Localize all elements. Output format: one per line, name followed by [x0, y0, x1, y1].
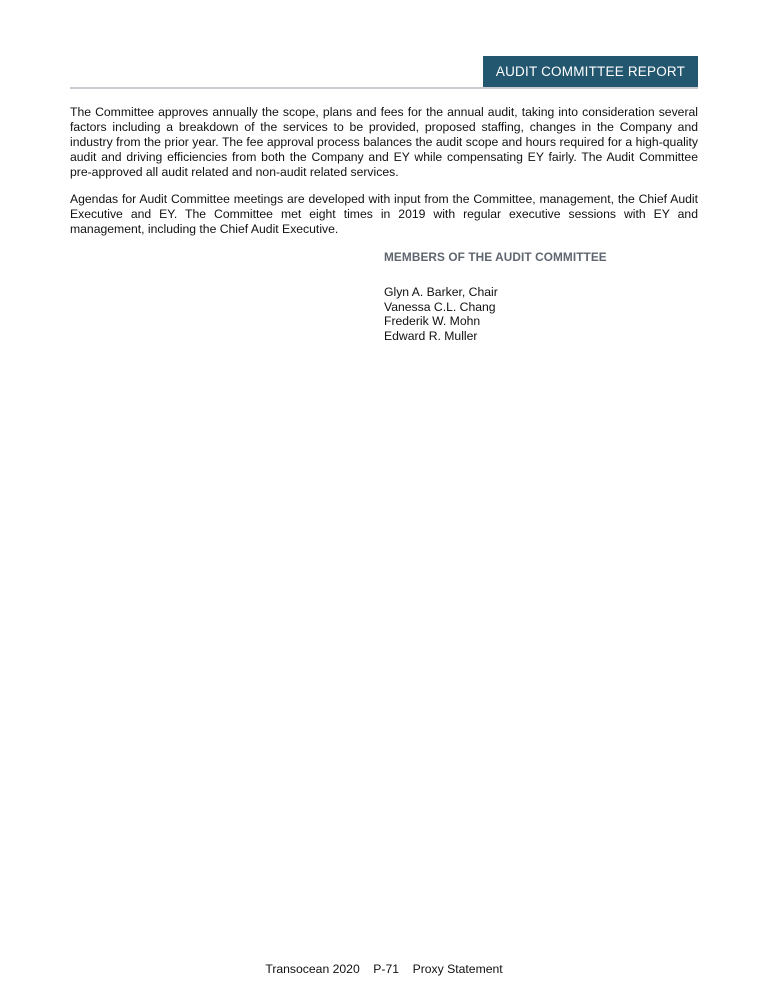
- paragraph-audit-scope: The Committee approves annually the scope, plans and fees for the annual audit, taking into consideration several factors including a breakdown of the services to be provided, proposed staffing, changes in the Company and industry from the prior year. The fee approval process balances the audit scope and hours required for a high-quality audit and driving efficiencies from both the Company and EY while compensating EY fairly. The Audit Committee pre-approved all audit related and non-audit related services.: [70, 105, 698, 179]
- header-divider: [70, 87, 698, 89]
- member-name: Frederik W. Mohn: [384, 314, 481, 328]
- footer-document-name: Proxy Statement: [412, 962, 503, 976]
- members-heading: MEMBERS OF THE AUDIT COMMITTEE: [384, 250, 607, 264]
- page-footer: [0, 962, 768, 977]
- committee-members-block: [384, 250, 698, 343]
- footer-company: Transocean 2020: [265, 962, 360, 976]
- member-name: Vanessa C.L. Chang: [384, 299, 496, 314]
- footer-page-number: P-71: [373, 962, 400, 976]
- section-title-tab: AUDIT COMMITTEE REPORT: [483, 56, 698, 87]
- paragraph-meeting-agendas: Agendas for Audit Committee meetings are developed with input from the Committee, management, the Chief Audit Executive and EY. The Committee met eight times in 2019 with regular executive sessions with EY and management, including the Chief Audit Executive.: [70, 192, 698, 236]
- member-name: Glyn A. Barker, Chair: [384, 285, 498, 299]
- member-name: Edward R. Muller: [384, 328, 478, 343]
